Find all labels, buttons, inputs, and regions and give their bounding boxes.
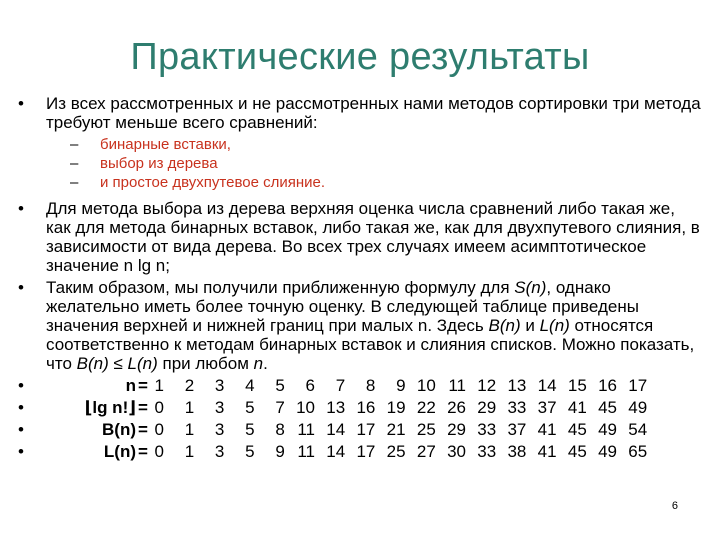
sub-item-tree-selection bbox=[14, 154, 704, 173]
slide-title: Практические результаты bbox=[130, 36, 590, 78]
table-cell: 6 bbox=[305, 376, 315, 395]
table-cell: 5 bbox=[245, 420, 255, 439]
row-equals: = bbox=[138, 442, 148, 461]
table-cell: 1 bbox=[184, 420, 195, 439]
table-cell: 0 bbox=[154, 442, 164, 461]
table-cell: 37 bbox=[537, 398, 557, 417]
text-run: относятся соответственно к методам бинарных вставок и слияния списков. Можно показать, что bbox=[46, 316, 695, 373]
table-cell: 29 bbox=[447, 420, 466, 439]
table-cell: 11 bbox=[297, 420, 315, 439]
bullet-dot: • bbox=[18, 278, 24, 297]
text-run: и bbox=[520, 316, 540, 335]
table-cell: 3 bbox=[214, 420, 225, 439]
table-cell: 29 bbox=[477, 398, 497, 417]
table-cell: 54 bbox=[628, 420, 648, 439]
row-label: B(n) bbox=[102, 420, 136, 439]
row-label: n bbox=[125, 376, 136, 395]
bullet-dot: • bbox=[18, 420, 24, 439]
text-run: при любом bbox=[157, 354, 254, 373]
table-cell: 14 bbox=[326, 442, 346, 461]
row-equals: = bbox=[138, 376, 148, 395]
table-cell: 38 bbox=[507, 442, 527, 461]
table-cell: 14 bbox=[326, 420, 346, 439]
table-cell: 33 bbox=[477, 420, 497, 439]
table-cell: 5 bbox=[275, 376, 285, 395]
table-cell: 12 bbox=[477, 376, 497, 395]
table-cell: 15 bbox=[567, 376, 587, 395]
table-cell: 1 bbox=[184, 398, 195, 417]
table-cell: 21 bbox=[386, 420, 406, 439]
table-cell: 49 bbox=[598, 442, 617, 461]
table-cell: 3 bbox=[214, 442, 225, 461]
table-cell: 17 bbox=[628, 376, 648, 395]
comparison-table bbox=[14, 375, 704, 463]
bullet-dot: • bbox=[18, 376, 24, 395]
table-cell: 26 bbox=[447, 398, 466, 417]
row-label: ⌊lg n!⌋ bbox=[84, 398, 136, 417]
slide-content bbox=[14, 94, 704, 463]
row-equals: = bbox=[138, 398, 148, 417]
sub-item-merge bbox=[14, 173, 704, 192]
text-run: . bbox=[263, 354, 268, 373]
table-cell: 7 bbox=[335, 376, 346, 395]
table-cell: 0 bbox=[154, 420, 164, 439]
table-cell: 3 bbox=[214, 398, 225, 417]
bullet-dot: • bbox=[18, 442, 24, 461]
table-cell: 45 bbox=[598, 398, 617, 417]
bullet-formula-text bbox=[46, 278, 694, 373]
table-cell: 27 bbox=[416, 442, 436, 461]
table-cell: 8 bbox=[275, 420, 285, 439]
bullet-dot: • bbox=[18, 398, 24, 417]
table-cell: 30 bbox=[447, 442, 466, 461]
table-cell: 10 bbox=[296, 398, 315, 417]
bullet-tree-selection-text: Для метода выбора из дерева верхняя оценка числа сравнений либо такая же, как для метода бинарных вставок, либо такая же, как для двухпутевого слияния, в зависимости от вида дерева. Во всех трех случаях имеем асимптотическое значение n lg n; bbox=[46, 199, 700, 275]
bullet-dot: • bbox=[18, 94, 24, 113]
bullet-tree-selection bbox=[14, 199, 704, 275]
table-cell: 49 bbox=[628, 398, 648, 417]
table-cell: 0 bbox=[154, 398, 164, 417]
table-cell: 13 bbox=[326, 398, 346, 417]
table-cell: 17 bbox=[356, 442, 376, 461]
table-cell: 13 bbox=[507, 376, 527, 395]
table-cell: 16 bbox=[356, 398, 376, 417]
table-cell: 17 bbox=[356, 420, 376, 439]
text-run: Таким образом, мы получили приближенную формулу для bbox=[46, 278, 515, 297]
row-equals: = bbox=[138, 420, 148, 439]
table-cell: 10 bbox=[416, 376, 436, 395]
table-cell: 2 bbox=[184, 376, 195, 395]
sub-item-binary-insertion bbox=[14, 135, 704, 154]
dash-marker: – bbox=[70, 155, 79, 172]
table-cell: 45 bbox=[567, 442, 587, 461]
bullet-formula bbox=[14, 278, 704, 373]
sub-item-text: бинарные вставки, bbox=[100, 136, 231, 153]
table-cell: 49 bbox=[598, 420, 617, 439]
table-row-n bbox=[14, 375, 704, 397]
table-cell: 3 bbox=[214, 376, 225, 395]
table-cell: 14 bbox=[537, 376, 557, 395]
table-cell: 11 bbox=[448, 376, 466, 395]
table-cell: 25 bbox=[386, 442, 406, 461]
table-cell: 1 bbox=[184, 442, 195, 461]
table-row-lg-n-factorial bbox=[14, 397, 704, 419]
table-row-b-n bbox=[14, 419, 704, 441]
bullet-methods bbox=[14, 94, 704, 132]
table-cell: 8 bbox=[365, 376, 376, 395]
table-row-l-n bbox=[14, 441, 704, 463]
formula-n: n bbox=[253, 354, 264, 373]
table-cell: 9 bbox=[275, 442, 285, 461]
table-cell: 16 bbox=[598, 376, 617, 395]
table-cell: 41 bbox=[567, 398, 587, 417]
table-cell: 65 bbox=[628, 442, 648, 461]
formula-inequality: B(n) ≤ L(n) bbox=[76, 354, 158, 373]
formula-b: B(n) bbox=[488, 316, 521, 335]
table-cell: 22 bbox=[416, 398, 436, 417]
table-cell: 7 bbox=[275, 398, 285, 417]
table-cell: 4 bbox=[245, 376, 255, 395]
table-cell: 19 bbox=[386, 398, 406, 417]
text-run: , однако желательно иметь более точную оценку. В следующей таблице приведены значения верхней и нижней границ при малых n. Здесь bbox=[46, 278, 639, 335]
dash-marker: – bbox=[70, 136, 79, 153]
table-cell: 41 bbox=[537, 442, 557, 461]
table-cell: 25 bbox=[416, 420, 436, 439]
table-cell: 5 bbox=[245, 442, 255, 461]
bullet-dot: • bbox=[18, 199, 24, 218]
table-cell: 33 bbox=[507, 398, 527, 417]
table-cell: 41 bbox=[537, 420, 557, 439]
formula-s: S(n) bbox=[514, 278, 547, 297]
table-cell: 1 bbox=[154, 376, 164, 395]
formula-l: L(n) bbox=[539, 316, 570, 335]
dash-marker: – bbox=[70, 174, 79, 191]
table-cell: 33 bbox=[477, 442, 497, 461]
table-cell: 5 bbox=[245, 398, 255, 417]
bullet-methods-text: Из всех рассмотренных и не рассмотренных нами методов сортировки три метода требуют меньше всего сравнений: bbox=[46, 94, 701, 132]
row-label: L(n) bbox=[103, 442, 136, 461]
sub-item-text: и простое двухпутевое слияние. bbox=[100, 174, 326, 191]
page-number: 6 bbox=[671, 500, 678, 512]
table-cell: 37 bbox=[507, 420, 527, 439]
table-cell: 11 bbox=[297, 442, 315, 461]
table-cell: 9 bbox=[396, 376, 406, 395]
table-cell: 45 bbox=[567, 420, 587, 439]
sub-item-text: выбор из дерева bbox=[100, 155, 218, 172]
